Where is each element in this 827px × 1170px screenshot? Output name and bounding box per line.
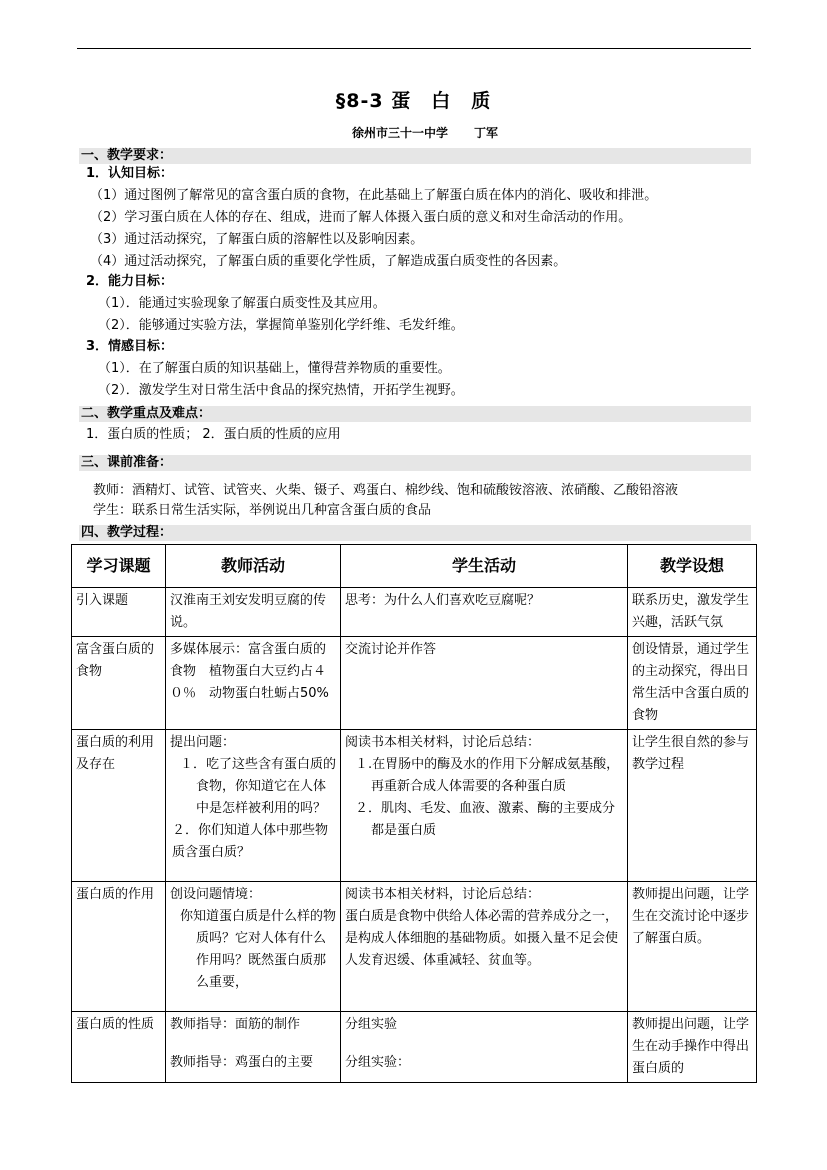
student-intro: 阅读书本相关材料，讨论后总结： [345,735,541,750]
teacher-question: １．吃了这些含有蛋白质的食物，你知道它在人体中是怎样被利用的吗？ [180,757,337,816]
emotion-goal-item: （1）．在了解蛋白质的知识基础上，懂得营养物质的重要性。 [98,361,451,376]
student-intro: 阅读书本相关材料，讨论后总结： [345,887,541,902]
cell-student [341,1012,628,1083]
author-name: 丁军 [474,126,499,140]
header-topic: 学习课题 [72,545,166,588]
student-answer: ２．肌肉、毛发、血液、激素、酶的主要成分都是蛋白质 [355,801,616,838]
teacher-text: 教师指导：面筋的制作 [170,1017,301,1032]
table-row [72,637,757,730]
cell-design: 让学生很自然的参与教学过程 [628,730,757,882]
ability-goal-title: 2．能力目标： [86,274,174,289]
header-teacher-activity: 教师活动 [166,545,341,588]
teacher-question: ２．你们知道人体中那些物质含蛋白质？ [172,823,329,860]
key-points-text: 1．蛋白质的性质； 2．蛋白质的性质的应用 [86,427,341,442]
emotion-goal-title: 3．情感目标： [86,339,174,354]
table-header-row [72,545,757,588]
teacher-text: 你知道蛋白质是什么样的物质吗？它对人体有什么作用吗？既然蛋白质那么重要， [180,909,337,990]
teacher-text: 教师指导：鸡蛋白的主要 [170,1055,314,1070]
cell-design: 创设情景，通过学生的主动探究，得出日常生活中含蛋白质的食物 [628,637,757,730]
table-row [72,882,757,1012]
cell-teacher [166,882,341,1012]
section-heading-requirements: 一、教学要求： [79,148,751,164]
section-heading-key-points: 二、教学重点及难点： [79,406,751,422]
header-teaching-design: 教学设想 [628,545,757,588]
knowledge-goal-item: （1）通过图例了解常见的富含蛋白质的食物，在此基础上了解蛋白质在体内的消化、吸收和排泄。 [90,188,658,203]
cell-student [341,730,628,882]
student-text: 蛋白质是食物中供给人体必需的营养成分之一，是构成人体细胞的基础物质。如摄入量不足会使人发育迟缓、体重减轻、贫血等。 [345,909,619,968]
knowledge-goal-title: 1．认知目标： [86,166,174,181]
cell-design: 联系历史，激发学生兴趣，活跃气氛 [628,588,757,637]
cell-teacher [166,730,341,882]
teaching-process-table [71,544,757,1083]
header-student-activity: 学生活动 [341,545,628,588]
student-preparation: 学生：联系日常生活实际，举例说出几种富含蛋白质的食品 [93,503,432,518]
cell-student: 交流讨论并作答 [341,637,628,730]
table-row [72,730,757,882]
cell-design: 教师提出问题，让学生在交流讨论中逐步了解蛋白质。 [628,882,757,1012]
header-rule [77,48,751,49]
cell-topic: 蛋白质的作用 [72,882,166,1012]
cell-teacher: 汉淮南王刘安发明豆腐的传说。 [166,588,341,637]
cell-topic: 蛋白质的利用及存在 [72,730,166,882]
knowledge-goal-item: （3）通过活动探究，了解蛋白质的溶解性以及影响因素。 [90,232,424,247]
section-heading-preparation: 三、课前准备： [79,455,751,471]
knowledge-goal-item: （2）学习蛋白质在人体的存在、组成，进而了解人体摄入蛋白质的意义和对生命活动的作用。 [90,210,632,225]
emotion-goal-item: （2）．激发学生对日常生活中食品的探究热情，开拓学生视野。 [98,383,464,398]
document-title: §8-3 蛋 白 质 [335,90,492,112]
cell-topic: 富含蛋白质的食物 [72,637,166,730]
cell-design: 教师提出问题，让学生在动手操作中得出蛋白质的 [628,1012,757,1083]
ability-goal-item: （1）．能通过实验现象了解蛋白质变性及其应用。 [98,296,386,311]
table-row [72,588,757,637]
table-row [72,1012,757,1083]
ability-goal-item: （2）．能够通过实验方法，掌握简单鉴别化学纤维、毛发纤维。 [98,318,464,333]
teacher-preparation: 教师：酒精灯、试管、试管夹、火柴、镊子、鸡蛋白、棉纱线、饱和硫酸铵溶液、浓硝酸、乙酸铅溶液 [93,483,679,498]
cell-topic: 蛋白质的性质 [72,1012,166,1083]
student-answer: １.在胃肠中的酶及水的作用下分解成氨基酸，再重新合成人体需要的各种蛋白质 [355,757,620,794]
cell-topic: 引入课题 [72,588,166,637]
teacher-intro: 提出问题： [170,735,236,750]
knowledge-goal-item: （4）通过活动探究，了解蛋白质的重要化学性质，了解造成蛋白质变性的各因素。 [90,254,567,269]
cell-student: 思考：为什么人们喜欢吃豆腐呢？ [341,588,628,637]
teacher-intro: 创设问题情境： [170,887,262,902]
author-school: 徐州市三十一中学 [352,126,449,140]
student-text: 分组实验： [345,1055,411,1070]
cell-student [341,882,628,1012]
cell-teacher: 多媒体展示：富含蛋白质的食物 植物蛋白大豆约占４０％ 动物蛋白牡蛎占50% [166,637,341,730]
student-text: 分组实验 [345,1017,398,1032]
cell-teacher [166,1012,341,1083]
section-heading-process: 四、教学过程： [79,525,751,541]
author-line [352,124,498,141]
